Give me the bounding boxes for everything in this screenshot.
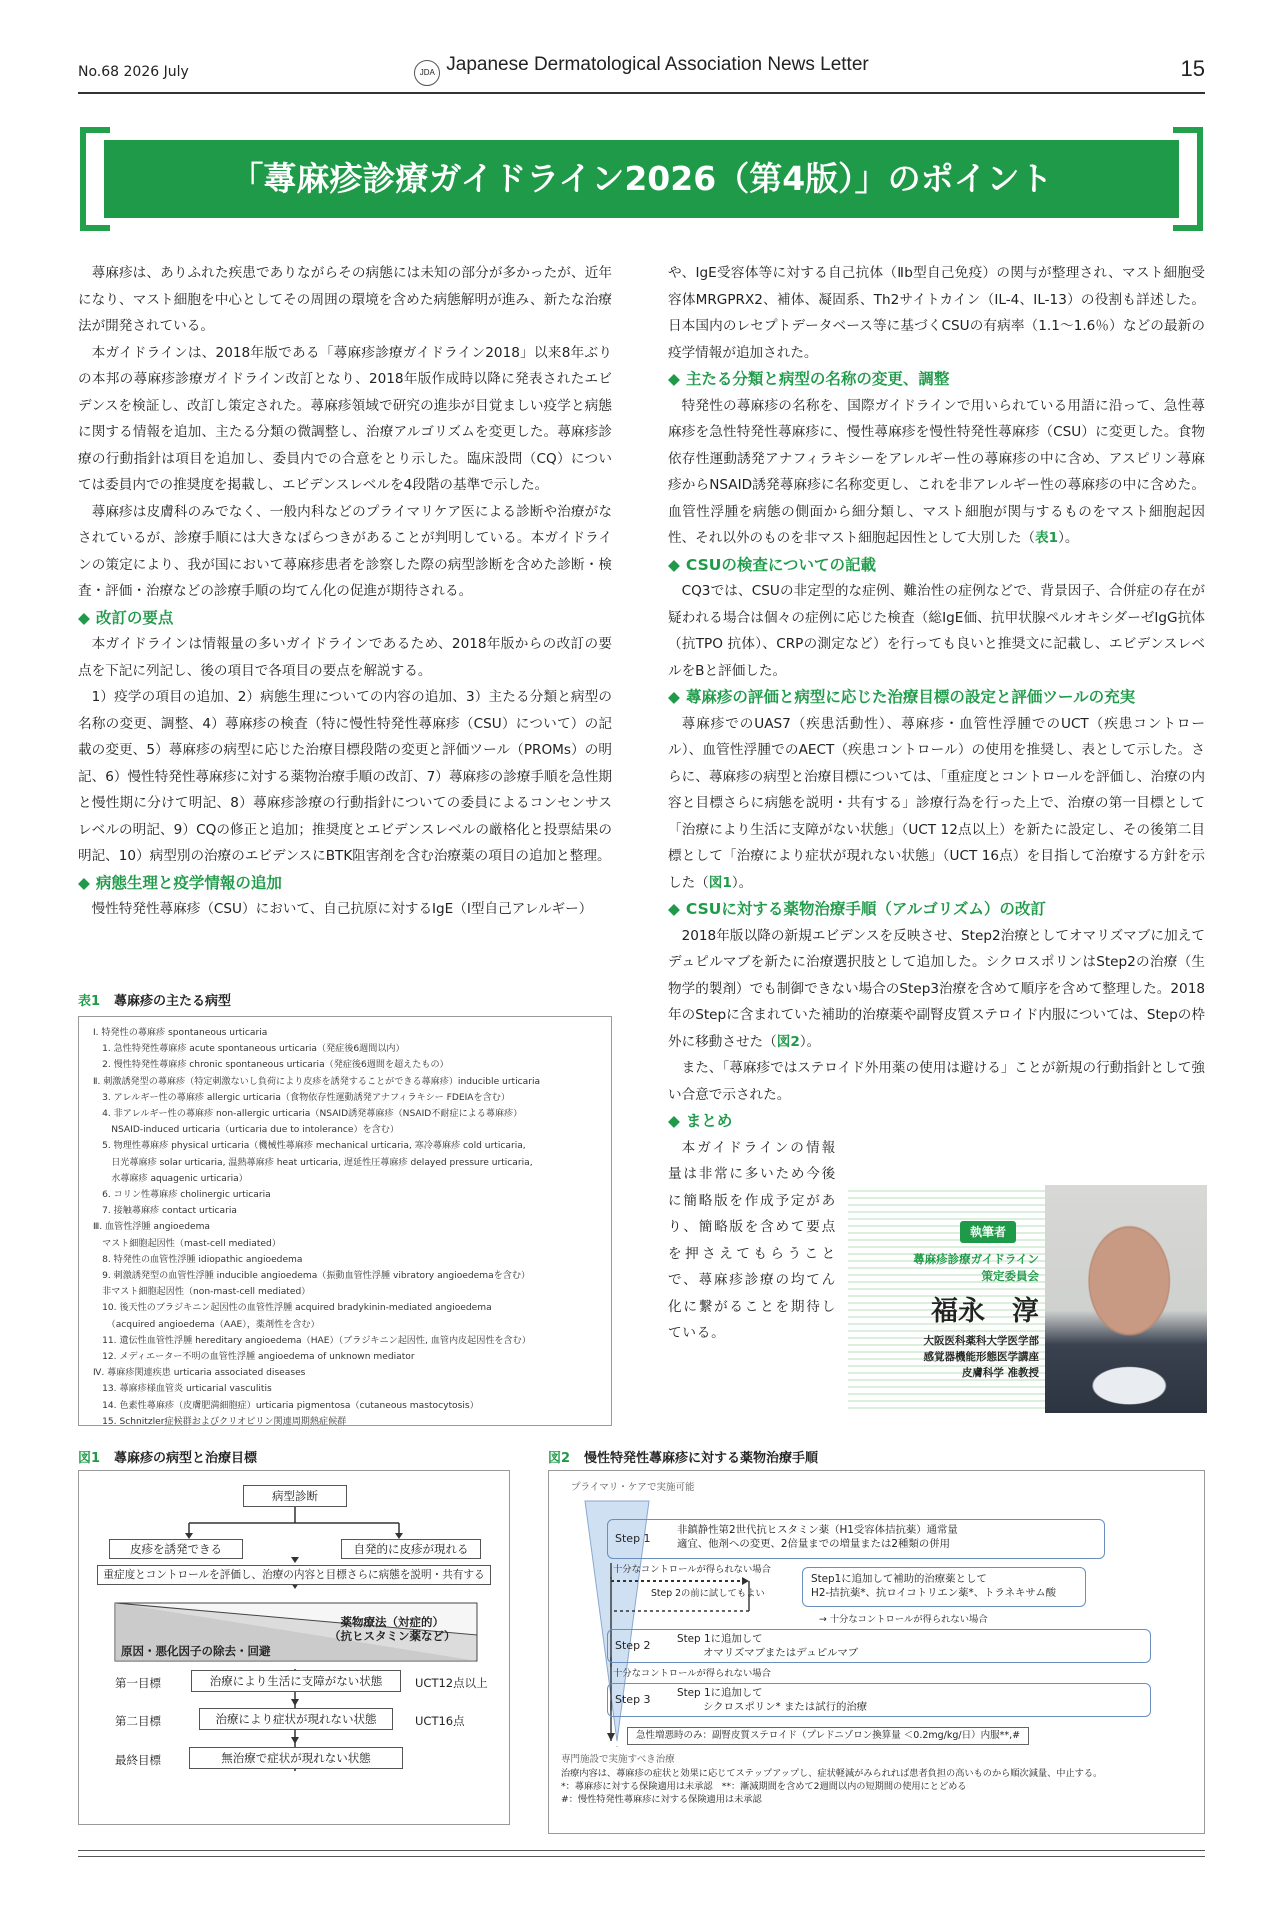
table1-row: 14. 色素性蕁麻疹（皮膚肥満細胞症）urticaria pigmentosa（cutaneous mastocytosis） [93,1400,479,1411]
jda-logo-icon: JDA [414,60,440,86]
try-before-step2: Step 2の前に試してもよい [651,1588,765,1599]
step1-label: Step 1 [615,1532,651,1545]
paragraph: 特発性の蕁麻疹の名称を、国際ガイドラインで用いられている用語に沿って、急性蕁麻疹を急性特発性蕁麻疹に、慢性蕁麻疹を慢性特発性蕁麻疹（CSU）に変更した。食物依存性運動誘発アナフィラキシーをアレルギー性の蕁麻疹の中に含め、アスピリン蕁麻疹からNSAID誘発蕁麻疹に名称変更し、これを非アレルギー性の蕁麻疹の中に含めた。血管性浮腫を病態の側面から細分類し、マスト細胞が関与するものをマスト細胞起因性、それ以外のものを非マスト細胞起因性として大別した（表1）。 [668,397,1205,546]
right-column [668,260,1205,1347]
diamond-icon: ◆ [668,688,680,706]
table1-row: 水蕁麻疹 aquagenic urticaria） [93,1173,248,1184]
paragraph: 1）疫学の項目の追加、2）病態生理についての内容の追加、3）主たる分類と病型の名称の変更、調整、4）蕁麻疹の検査（特に慢性特発性蕁麻疹（CSU）について）の記載の変更、5）蕁麻疹の病型に応じた治療目標段階の変更と評価ツール（PROMs）の明記、6）慢性特発性蕁麻疹に対する薬物治療手順の改訂、7）蕁麻疹の診療手順を急性期と慢性期に分けて明記、8）蕁麻疹診療の行動指針についての委員によるコンセンサスレベルの明記、9）CQの修正と追加；推奨度とエビデンスレベルの厳格化と投票結果の明記、10）病型別の治療のエビデンスにBTK阻害剤を含む治療薬の項目の追加と整理。 [78,689,612,864]
masthead-title: Japanese Dermatological Association News Letter [446,54,869,75]
inducible-box: 皮疹を誘発できる [109,1539,243,1559]
page-header [78,52,1205,88]
paragraph: CQ3では、CSUの非定型的な症例、難治性の症例などで、背景因子、合併症の存在が疑われる場合は個々の症例に応じた検査（総IgE価、抗甲状腺ペルオキシダーゼIgG抗体（抗TPO 抗体）、CRPの測定など）を行っても良いと推奨文に記載し、エビデンスレベルをBと評価した。 [668,583,1205,679]
paragraph: 本ガイドラインは、2018年版である「蕁麻疹診療ガイドライン2018」以来8年ぶりの本邦の蕁麻疹診療ガイドライン改訂となり、2018年版作成時以降に発表されたエビデンスを検証し、改訂し策定された。蕁麻疹領域で研究の進歩が目覚ましい疫学と病態に関する情報を追加、主たる分類の微調整し、治療アルゴリズムを変更した。蕁麻疹診療の行動指針は項目を追加し、委員内での合意をとり示した。臨床設問（CQ）については委員内での推奨度を掲載し、エビデンスレベルを4段階の基準で示した。 [78,344,612,493]
table1-row: 8. 特発性の血管性浮腫 idiopathic angioedema [93,1254,303,1265]
step3-text: Step 1に追加して シクロスポリン* または試行的治療 [677,1687,868,1713]
section-heading: ◆ CSUの検査についての記載 [668,555,877,574]
spontaneous-box: 自発的に皮疹が現れる [341,1539,481,1559]
insufficient-control-3: 十分なコントロールが得られない場合 [613,1668,771,1679]
figure2-caption: 図2 慢性特発性蕁麻疹に対する薬物治療手順 [548,1451,819,1466]
paragraph: 蕁麻疹は皮膚科のみでなく、一般内科などのプライマリケア医による診断や治療がなされているが、診療手順には大きなばらつきがあることが判明している。本ガイドラインの策定により、我が国において蕁麻疹患者を診察した際の病型診断を含めた診断・検査・評価・治療などの診療手順の均てん化の促進が期待される。 [78,503,612,599]
summary-paragraph: 本ガイドラインの情報量は非常に多いため今後に簡略版を作成予定があり、簡略版を含めて要点を押さえてもらうことで、蕁麻疹診療の均てん化に繋がることを期待している。 [668,1139,836,1341]
cause-removal-label: 原因・悪化因子の除去・回避 [121,1644,271,1658]
goal1-box: 治療により生活に支障がない状態 [191,1670,401,1692]
left-column [78,260,612,923]
table1-row: Ⅳ. 蕁麻疹関連疾患 urticaria associated diseases [93,1368,306,1379]
article-title: 「蕁麻疹診療ガイドライン2026（第4版）」のポイント [104,140,1179,218]
table1-row: 11. 遺伝性血管性浮腫 hereditary angioedema（HAE）（ブラジキニン起因性, 血管内皮起因性を含む） [93,1335,531,1346]
section-heading: ◆ CSUに対する薬物治療手順（アルゴリズム）の改訂 [668,900,1046,918]
table1-row: 日光蕁麻疹 solar urticaria, 温熱蕁麻疹 heat urticaria, 遅延性圧蕁麻疹 delayed pressure urticaria, [93,1157,533,1168]
table1-row: 6. コリン性蕁麻疹 cholinergic urticaria [93,1190,271,1201]
section-heading: ◆ 主たる分類と病型の名称の変更、調整 [668,370,950,388]
paragraph: 蕁麻疹でのUAS7（疾患活動性）、蕁麻疹・血管性浮腫でのUCT（疾患コントロール）、血管性浮腫でのAECT（疾患コントロール）の使用を推奨し、表として示した。さらに、蕁麻疹の病型と治療目標については、「重症度とコントロールを評価し、治療の内容と目標さらに病態を説明・共有する」診療行為を行った上で、治療の第一目標として「治療により生活に支障がない状態」（UCT 12点以上）を新たに設定し、その後第二目標として「治療により症状が現れない状態」（UCT 16点）を目指して治療する方針を示した（図1）。 [668,715,1205,891]
step3-label: Step 3 [615,1693,651,1706]
paragraph: や、IgE受容体等に対する自己抗体（Ⅱb型自己免疫）の関与が整理され、マスト細胞受容体MRGPRX2、補体、凝固系、Th2サイトカイン（IL-4、IL-13）の役割も詳述した。日本国内のレセプトデータベース等に基づくCSUの有病率（1.1〜1.6％）などの最新の疫学情報が追加された。 [668,265,1205,361]
table1-row: 7. 接触蕁麻疹 contact urticaria [93,1206,237,1217]
issue-number: No.68 2026 July [78,64,189,80]
acute-exacerbation-note: 急性増悪時のみ：副腎皮質ステロイド（プレドニゾロン換算量 ＜0.2mg/kg/日）内服**,# [627,1727,1029,1745]
footer-rule [78,1850,1205,1851]
share-box: 重症度とコントロールを評価し、治療の内容と目標さらに病態を説明・共有する [97,1565,491,1585]
diamond-icon: ◆ [668,900,680,918]
table1-row: 4. 非アレルギー性の蕁麻疹 non-allergic urticaria（NSAID誘発蕁麻疹（NSAID不耐症による蕁麻疹） [93,1109,523,1120]
table-ref: 表1 [1035,530,1059,546]
table1-row: 5. 物理性蕁麻疹 physical urticaria（機械性蕁麻疹 mechanical urticaria, 寒冷蕁麻疹 cold urticaria, [93,1141,526,1152]
goal2-label: 第二目標 [115,1714,161,1728]
table1-row: NSAID-induced urticaria（urticaria due to intolerance）を含む） [93,1125,399,1136]
goal2-box: 治療により症状が現れない状態 [199,1708,393,1730]
table1-row: （acquired angioedema（AAE），薬剤性を含む） [93,1319,320,1330]
paragraph: 本ガイドラインは情報量の多いガイドラインであるため、2018年版からの改訂の要点を下記に列記し、後の項目で各項目の要点を解説する。 [78,636,612,679]
goal1-score: UCT12点以上 [415,1676,488,1690]
figure2-notes: 治療内容は、蕁麻疹の症状と効果に応じてステップアップし、症状軽減がみられれば患者負担の高いものから順次減量、中止する。 *：蕁麻疹に対する保険適用は未承認 **：漸減期間を含めて2週間以内の短期間の使用にとどめる #：慢性特発性蕁麻疹に対する保険適用は未承認 [561,1768,1103,1805]
diamond-icon: ◆ [78,608,90,627]
step2-text: Step 1に追加して オマリズマブまたはデュピルマブ [677,1633,859,1659]
paragraph: 蕁麻疹は、ありふれた疾患でありながらその病態には未知の部分が多かったが、近年になり、マスト細胞を中心としてその周囲の環境を含めた病態解明が進み、新たな治療法が開発されている。 [78,265,612,334]
author-affiliation: 大阪医科薬科大学医学部 感覚器機能形態医学講座 皮膚科学 准教授 [923,1335,1039,1379]
author-role: 蕁麻疹診療ガイドライン 策定委員会 [913,1252,1039,1283]
table1 [78,1016,612,1426]
table1-caption: 表1 蕁麻疹の主たる病型 [78,994,232,1009]
table1-row: 10. 後天性のブラジキニン起因性の血管性浮腫 acquired bradykinin-mediated angioedema [93,1303,492,1314]
paragraph: 慢性特発性蕁麻疹（CSU）において、自己抗原に対するIgE（Ⅰ型自己アレルギー） [91,901,593,917]
primary-care-label: プライマリ・ケアで実施可能 [571,1482,695,1493]
table1-row: マスト細胞起因性（mast-cell mediated） [93,1238,281,1249]
author-photo [1045,1185,1207,1413]
section-heading: ◆ 病態生理と疫学情報の追加 [78,873,282,892]
masthead [78,54,1205,86]
goal1-label: 第一目標 [115,1676,161,1690]
footer-rule [78,1856,1205,1857]
table1-row: 3. アレルギー性の蕁麻疹 allergic urticaria（食物依存性運動誘発アナフィラキシー FDEIAを含む） [93,1092,510,1103]
diagnosis-box: 病型診断 [243,1485,347,1507]
table1-row: 非マスト細胞起因性（non-mast-cell mediated） [93,1287,311,1298]
author-box [848,1185,1207,1413]
diamond-icon: ◆ [668,555,680,574]
paragraph: 2018年版以降の新規エビデンスを反映させ、Step2治療としてオマリズマブに加えてデュピルマブを新たに治療選択肢として追加した。シクロスポリンはStep2の治療（生物学的製剤）でも制御できない場合のStep3治療を含めて順序を含めて整理した。2018年のStepに含まれていた補助的治療薬や副腎皮質ステロイド内服については、Stepの枠外に移動させた（図2）。 [668,927,1205,1050]
table1-row: 13. 蕁麻疹様血管炎 urticarial vasculitis [93,1384,272,1395]
header-rule [78,92,1205,94]
page-number: 15 [1180,56,1205,81]
diamond-icon: ◆ [78,873,90,892]
adjunct-text: Step1に追加して補助的治療薬として H2-拮抗薬*、抗ロイコトリエン薬*、トラネキサム酸 [811,1573,1056,1599]
table1-row: 12. メディエーター不明の血管性浮腫 angioedema of unknown mediator [93,1352,415,1363]
author-name: 福永 淳 [931,1296,1039,1327]
author-info [848,1185,1045,1413]
insufficient-control-1: 十分なコントロールが得られない場合 [613,1564,771,1575]
diamond-icon: ◆ [668,370,680,388]
table1-row: 9. 刺激誘発型の血管性浮腫 inducible angioedema（振動血管性浮腫 vibratory angioedemaを含む） [93,1271,531,1282]
figure1 [78,1470,510,1825]
paragraph: また、「蕁麻疹ではステロイド外用薬の使用は避ける」ことが新規の行動指針として強い合意で示された。 [668,1060,1205,1103]
title-banner [80,127,1203,231]
figure-ref: 図1 [708,874,732,891]
figure1-caption: 図1 蕁麻疹の病型と治療目標 [78,1451,258,1466]
diamond-icon: ◆ [668,1112,680,1130]
step1-text: 非鎮静性第2世代抗ヒスタミン薬（H1受容体拮抗薬）通常量 適宜、他剤への変更、2倍量までの増量または2種類の併用 [677,1524,958,1550]
table1-row: Ⅰ. 特発性の蕁麻疹 spontaneous urticaria [93,1028,268,1038]
table1-row: 1. 急性特発性蕁麻疹 acute spontaneous urticaria（発症後6週間以内） [93,1044,405,1055]
drug-therapy-label: 薬物療法（対症的） （抗ヒスタミン薬など） [329,1615,456,1643]
specialist-label: 専門施設で実施すべき治療 [561,1754,675,1765]
table1-row: Ⅱ. 刺激誘発型の蕁麻疹（特定刺激ないし負荷により皮疹を誘発することができる蕁麻疹）inducible urticaria [93,1076,541,1087]
author-badge: 執筆者 [960,1221,1016,1243]
table1-row: 15. Schnitzler症候群およびクリオピリン関連周期熱症候群 [93,1416,347,1427]
goal3-box: 無治療で症状が現れない状態 [189,1747,403,1769]
goal2-score: UCT16点 [415,1714,465,1728]
figure2 [548,1470,1205,1834]
section-heading: ◆ まとめ [668,1112,733,1130]
step2-label: Step 2 [615,1639,651,1652]
section-heading: ◆ 改訂の要点 [78,608,174,627]
figure-ref: 図2 [776,1033,800,1050]
table1-row: 2. 慢性特発性蕁麻疹 chronic spontaneous urticaria（発症後6週間を超えたもの） [93,1060,449,1071]
insufficient-control-2: → 十分なコントロールが得られない場合 [819,1614,988,1625]
section-heading: ◆ 蕁麻疹の評価と病型に応じた治療目標の設定と評価ツールの充実 [668,688,1136,706]
table1-row: Ⅲ. 血管性浮腫 angioedema [93,1222,211,1233]
goal3-label: 最終目標 [115,1753,161,1767]
